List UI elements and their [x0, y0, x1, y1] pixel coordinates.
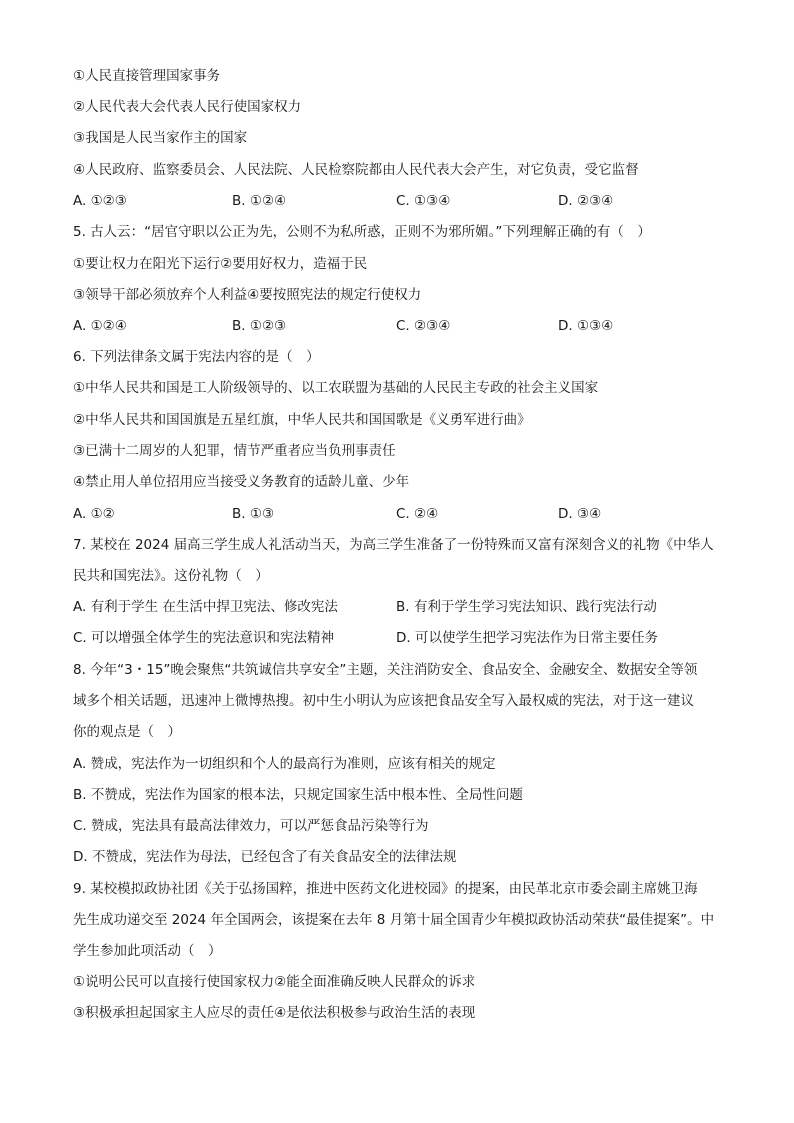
- q9-item-1: ①说明公民可以直接行使国家权力②能全面准确反映人民群众的诉求: [73, 974, 476, 990]
- q8-option-a: A. 赞成，宪法作为一切组织和个人的最高行为准则，应该有相关的规定: [73, 756, 496, 772]
- q8-option-c: C. 赞成，宪法具有最高法律效力，可以严惩食品污染等行为: [73, 818, 429, 834]
- q7-option-c: C. 可以增强全体学生的宪法意识和宪法精神: [73, 630, 335, 646]
- q9-stem-line-1: 9. 某校模拟政协社团《关于弘扬国粹，推进中医药文化进校园》的提案，由民革北京市委会副主席姚卫海: [73, 881, 698, 897]
- q6-option-d: D. ③④: [558, 506, 602, 522]
- q5-item-1: ①要让权力在阳光下运行②要用好权力，造福于民: [73, 256, 368, 272]
- q7-stem-line-2: 民共和国宪法》。这份礼物（ ）: [73, 568, 269, 584]
- q5-option-b: B. ①②③: [232, 318, 287, 334]
- q8-stem-line-2: 域多个相关话题，迅速冲上微博热搜。初中生小明认为应该把食品安全写入最权威的宪法，对于这一建议: [73, 693, 694, 709]
- q7-option-b: B. 有利于学生学习宪法知识、践行宪法行动: [396, 599, 657, 615]
- q4-option-a: A. ①②③: [73, 193, 127, 209]
- q6-option-c: C. ②④: [396, 506, 439, 522]
- q6-option-b: B. ①③: [232, 506, 275, 522]
- q8-option-d: D. 不赞成，宪法作为母法，已经包含了有关食品安全的法律法规: [73, 849, 457, 865]
- q6-stem: 6. 下列法律条文属于宪法内容的是（ ）: [73, 349, 320, 365]
- q4-item-4: ④人民政府、监察委员会、人民法院、人民检察院都由人民代表大会产生，对它负责，受它监督: [73, 162, 639, 178]
- q5-stem: 5. 古人云：“居官守职以公正为先，公则不为私所惑，正则不为邪所媚。”下列理解正确的有（ ）: [73, 224, 651, 240]
- q7-option-d: D. 可以使学生把学习宪法作为日常主要任务: [396, 630, 658, 646]
- q5-option-c: C. ②③④: [396, 318, 451, 334]
- q6-item-2: ②中华人民共和国国旗是五星红旗，中华人民共和国国歌是《义勇军进行曲》: [73, 412, 531, 428]
- q9-item-2: ③积极承担起国家主人应尽的责任④是依法积极参与政治生活的表现: [73, 1005, 476, 1021]
- q6-option-a: A. ①②: [73, 506, 115, 522]
- q4-option-b: B. ①②④: [232, 193, 287, 209]
- q4-item-2: ②人民代表大会代表人民行使国家权力: [73, 99, 302, 115]
- q8-option-b: B. 不赞成，宪法作为国家的根本法，只规定国家生活中根本性、全局性问题: [73, 787, 523, 803]
- q5-item-2: ③领导干部必须放弃个人利益④要按照宪法的规定行使权力: [73, 287, 422, 303]
- q8-stem-line-1: 8. 今年“3・15”晚会聚焦“共筑诚信共享安全”主题，关注消防安全、食品安全、金融安全、数据安全等领: [73, 662, 698, 678]
- q4-option-c: C. ①③④: [396, 193, 451, 209]
- q7-stem-line-1: 7. 某校在 2024 届高三学生成人礼活动当天，为高三学生准备了一份特殊而又富有深刻含义的礼物《中华人: [73, 537, 714, 553]
- q6-item-1: ①中华人民共和国是工人阶级领导的、以工农联盟为基础的人民民主专政的社会主义国家: [73, 380, 599, 396]
- q5-option-d: D. ①③④: [558, 318, 614, 334]
- q5-option-a: A. ①②④: [73, 318, 127, 334]
- q9-stem-line-2: 先生成功递交至 2024 年全国两会，该提案在去年 8 月第十届全国青少年模拟政协活动荣获“最佳提案”。中: [73, 912, 715, 928]
- q8-stem-line-3: 你的观点是（ ）: [73, 724, 181, 740]
- q4-item-3: ③我国是人民当家作主的国家: [73, 130, 248, 146]
- q4-option-d: D. ②③④: [558, 193, 614, 209]
- q9-stem-line-3: 学生参加此项活动（ ）: [73, 943, 222, 959]
- q7-option-a: A. 有利于学生 在生活中捍卫宪法、修改宪法: [73, 599, 338, 615]
- q6-item-4: ④禁止用人单位招用应当接受义务教育的适龄儿童、少年: [73, 474, 410, 490]
- q4-item-1: ①人民直接管理国家事务: [73, 68, 221, 84]
- q6-item-3: ③已满十二周岁的人犯罪，情节严重者应当负刑事责任: [73, 443, 396, 459]
